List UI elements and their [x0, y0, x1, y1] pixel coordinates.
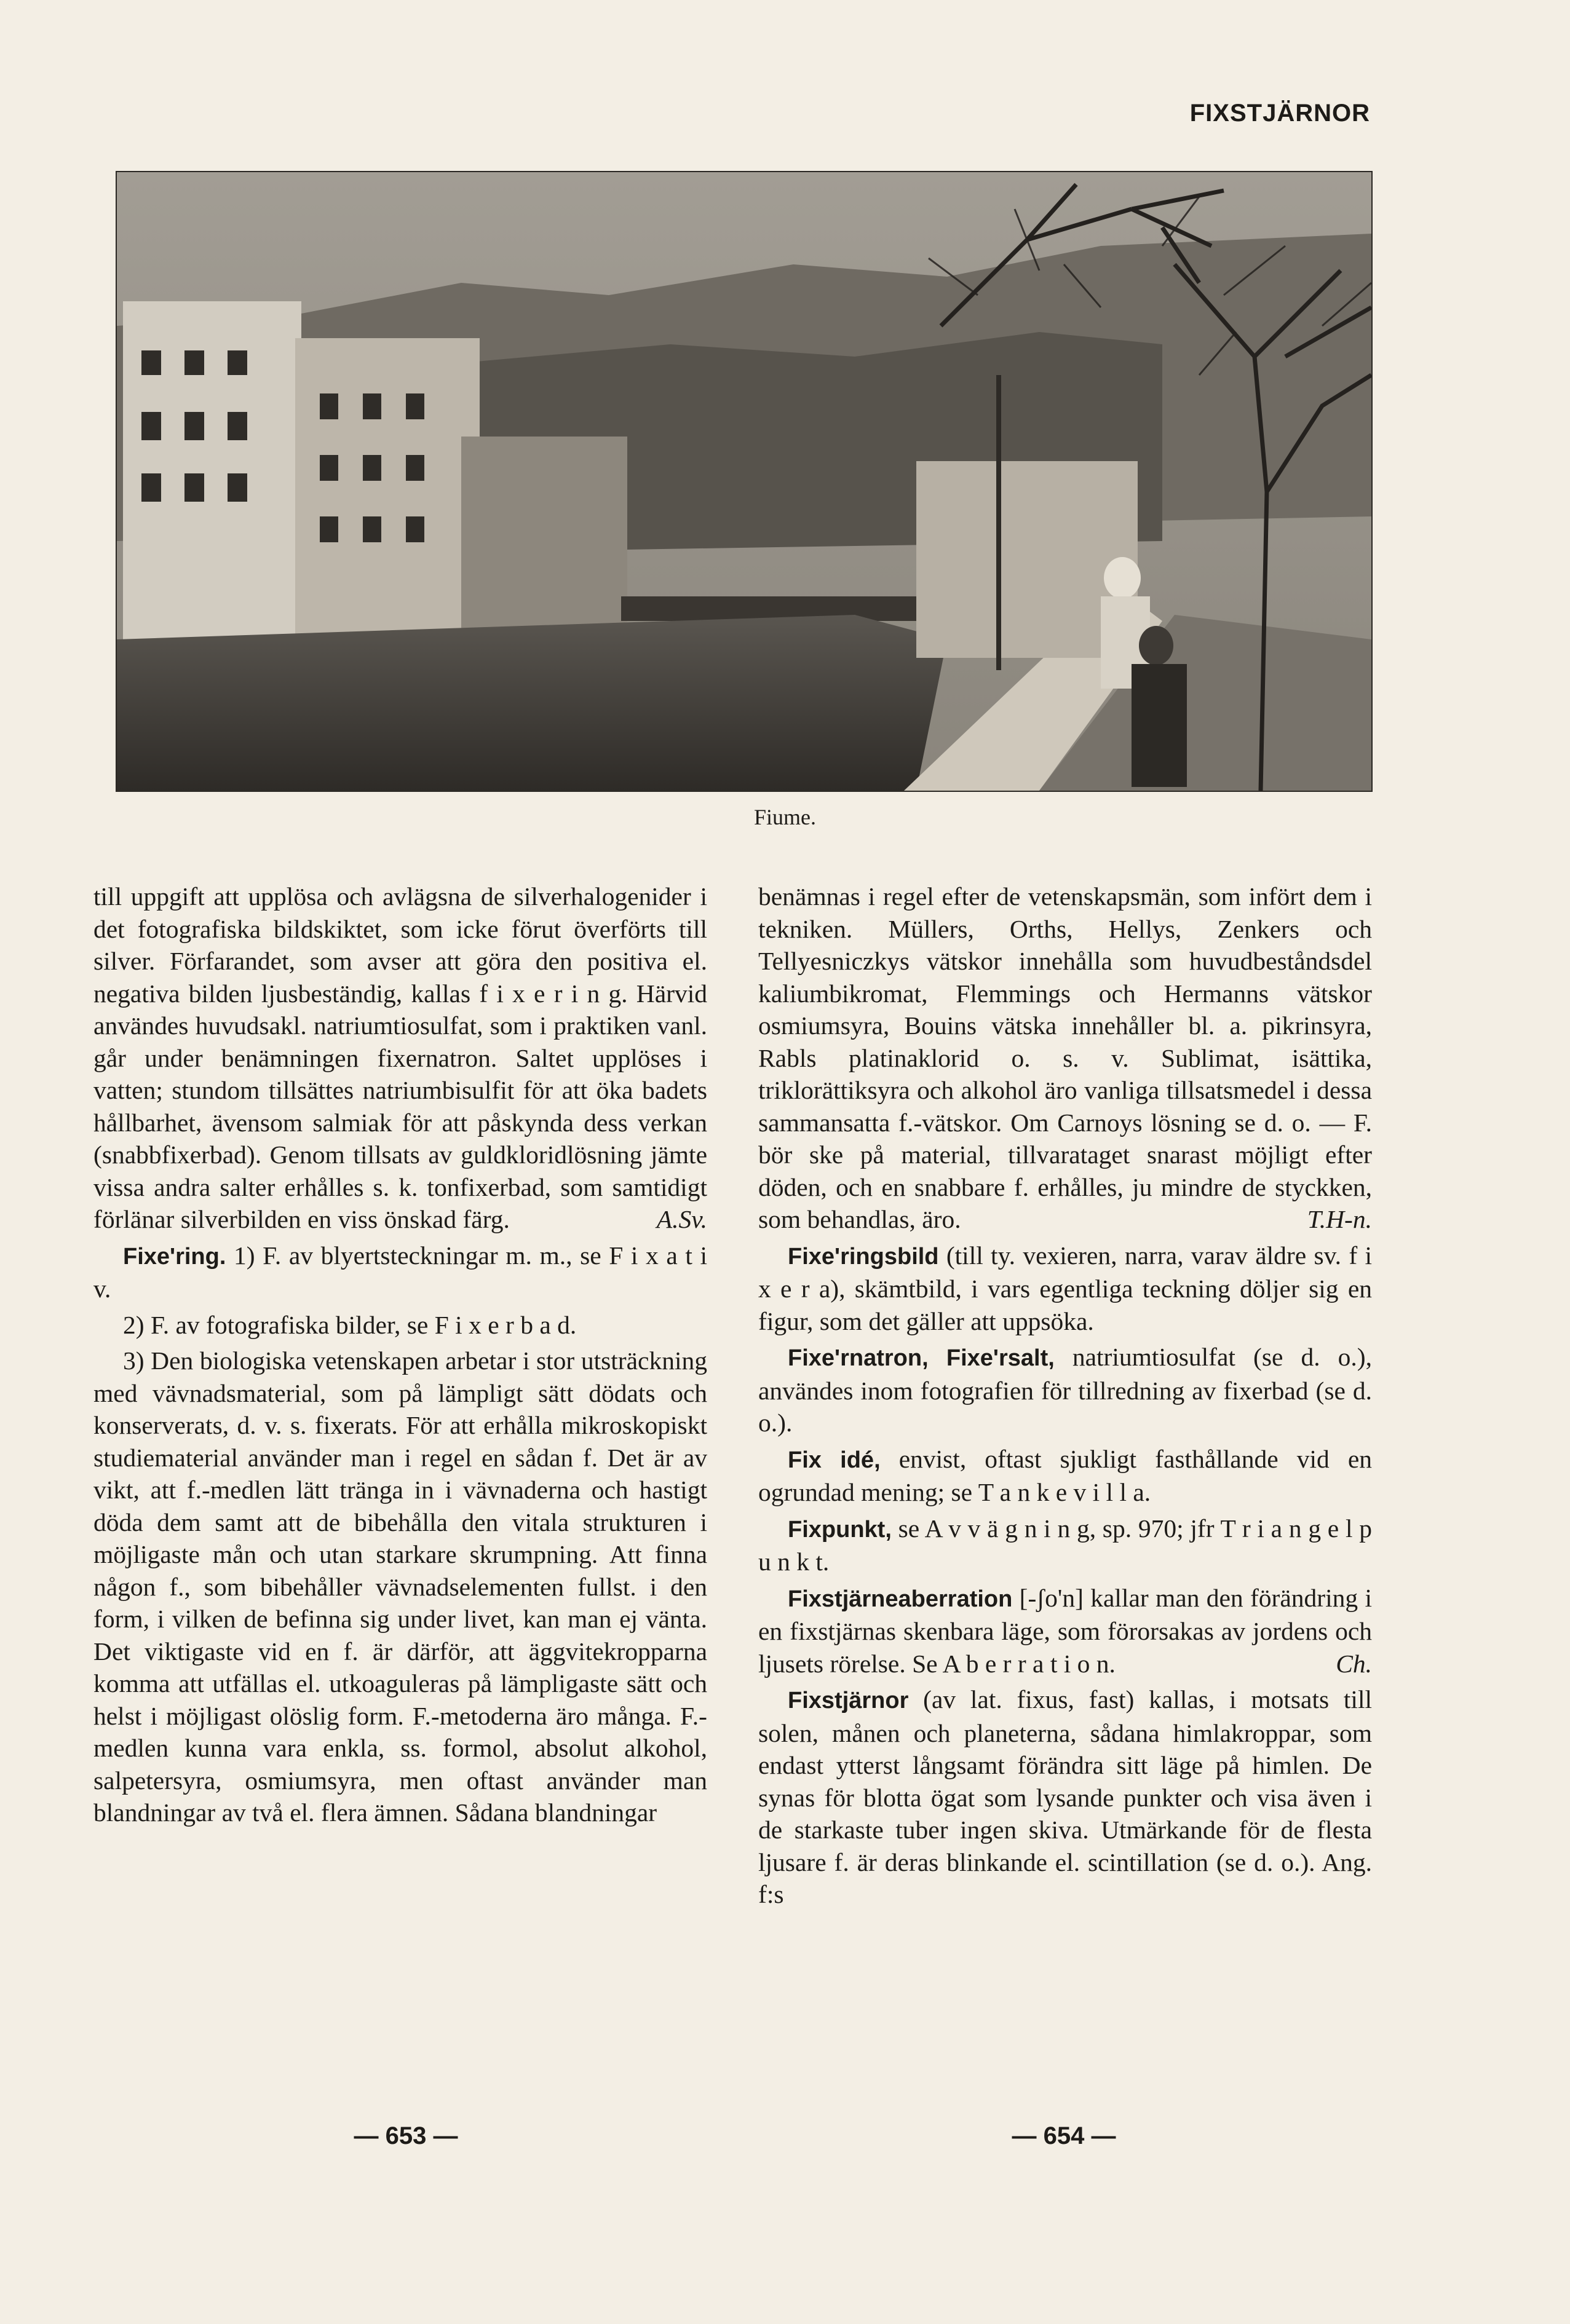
headword-fixstjarnor: Fixstjärnor [788, 1688, 909, 1713]
entry-fixeringsbild [758, 1239, 1372, 1338]
photo-fiume [116, 171, 1373, 792]
signature-ch: Ch. [1336, 1649, 1372, 1678]
entry-fixeringsbild-text: (till ty. vexieren, narra, varav äldre sv. f i x e r a), skämtbild, i vars egentliga teckning döljer sig en figur, som det gäller att uppsöka. [758, 1241, 1372, 1335]
left-paragraph-1 [93, 880, 707, 1236]
left-column [93, 880, 707, 1833]
photo-caption: Fiume. [753, 805, 816, 829]
entry-fixstjarneaberration-text: [-ʃo'n] kallar man den förändring i en fixstjärnas skenbara läge, som förorsakas av jordens och ljusets rörelse. Se A b e r r a t i o n. [758, 1583, 1372, 1678]
entry-fixpunkt [758, 1512, 1372, 1578]
left-paragraph-3: 3) Den biologiska vetenskapen arbetar i stor utsträckning med vävnadsmaterial, som på lämpligt sätt dödats och konserverats, d. v. s. fixerats. För att erhålla mikroskopiskt studiematerial använder man i regel en sådan f. Det är av vikt, att f.-medlen lätt tränga in i vävnaderna och hastigt döda dem samt att de bibehålla den vitala strukturen i möjligaste mån och utan starkare skrumpning. Att finna någon f., som bibehåller vävnadselementen fullst. i den form, i vilken de befinna sig under livet, kan man ej vänta. Det viktigaste vid en f. är därför, att äggvitekropparna komma att utfällas el. utkoaguleras på lämpligaste sätt och helst i möjligast olöslig form. F.-metoderna äro många. F.-medlen kunna vara enkla, ss. formol, absolut alkohol, salpetersyra, osmiumsyra, men oftast använder man blandningar av två el. flera ämnen. Sådana blandningar [93, 1346, 707, 1827]
entry-fixering [93, 1239, 707, 1305]
entry-fixpunkt-text: se A v v ä g n i n g, sp. 970; jfr T r i a n g e l p u n k t. [758, 1514, 1372, 1576]
page-number-left: — 653 — [354, 2122, 458, 2149]
running-head: FIXSTJÄRNOR [1189, 100, 1370, 127]
photo-illustration [117, 172, 1371, 791]
left-paragraph-2: 2) F. av fotografiska bilder, se F i x e r b a d. [123, 1310, 577, 1339]
page-number-right: — 654 — [1012, 2122, 1116, 2149]
signature-asv: A.Sv. [656, 1205, 707, 1233]
entry-fixernatron-text: natriumtiosulfat (se d. o.), användes inom fotografien för tillredning av fixerbad (se d. o.). [758, 1343, 1372, 1437]
headword-fixpunkt: Fixpunkt, [788, 1516, 892, 1543]
entry-fixernatron [758, 1341, 1372, 1439]
headword-fixering: Fixe'ring. [123, 1243, 226, 1270]
right-paragraph-1-text: benämnas i regel efter de vetenskapsmän, som infört dem i tekniken. Müllers, Orths, Hellys, Zenkers och Tellyesniczkys vätskor innehålla som huvudbeståndsdel kaliumbikromat, Flemmings och Hermanns vätskor osmiumsyra, Bouins vätska innehåller bl. a. pikrinsyra, Rabls platinaklorid o. s. v. Sublimat, isättika, triklorättiksyra och alkohol äro vanliga tillsatsmedel i dessa sammansatta f.-vätskor. Om Carnoys lösning se d. o. — F. bör ske på material, tillvarataget snarast möjligt efter döden, och en snabbare f. erhålles, ju mindre de styckken, som behandlas, äro. [758, 882, 1372, 1233]
headword-fix-ide: Fix idé, [788, 1447, 881, 1473]
left-paragraph-1-text: till uppgift att upplösa och avlägsna de silverhalogenider i det fotografiska bildskiktet, som icke förut överförts till silver. Förfarandet, som avser att göra den positiva el. negativa bilden ljusbeständig, kallas f i x e r i n g. Härvid användes huvudsakl. natriumtiosulfat, som i praktiken vanl. går under benämningen fixernatron. Saltet upplöses i vatten; stundom tillsättes natriumbisulfit för att öka badets hållbarhet, ävensom salmiak för att påskynda dess verkan (snabbfixerbad). Genom tillsats av guldkloridlösning jämte vissa andra salter erhålles s. k. tonfixerbad, som samtidigt förlänar silverbilden en viss önskad färg. [93, 882, 707, 1233]
headword-fixernatron: Fixe'rnatron, Fixe'rsalt, [788, 1345, 1055, 1371]
headword-fixstjarneaberration: Fixstjärneaberration [788, 1586, 1013, 1612]
entry-fix-ide [758, 1443, 1372, 1509]
entry-fix-ide-text: envist, oftast sjukligt fasthållande vid en ogrundad mening; se T a n k e v i l l a. [758, 1444, 1372, 1506]
entry-fixering-text: 1) F. av blyertsteckningar m. m., se F i x a t i v. [93, 1241, 707, 1303]
entry-fixstjarneaberration [758, 1582, 1372, 1680]
headword-fixeringsbild: Fixe'ringsbild [788, 1243, 939, 1270]
entry-fixstjarnor [758, 1683, 1372, 1911]
signature-thn: T.H-n. [1307, 1205, 1372, 1233]
right-column [758, 880, 1372, 1915]
entry-fixstjarnor-text: (av lat. fixus, fast) kallas, i motsats till solen, månen och planeterna, sådana himlakroppar, som endast ytterst långsamt förändra sitt läge på himlen. De synas för blotta ögat som lysande punkter och visa även i de starkaste tuber ingen skiva. Utmärkande för de flesta ljusare f. är deras blinkande el. scintillation (se d. o.). Ang. f:s [758, 1685, 1372, 1908]
right-paragraph-1 [758, 880, 1372, 1236]
